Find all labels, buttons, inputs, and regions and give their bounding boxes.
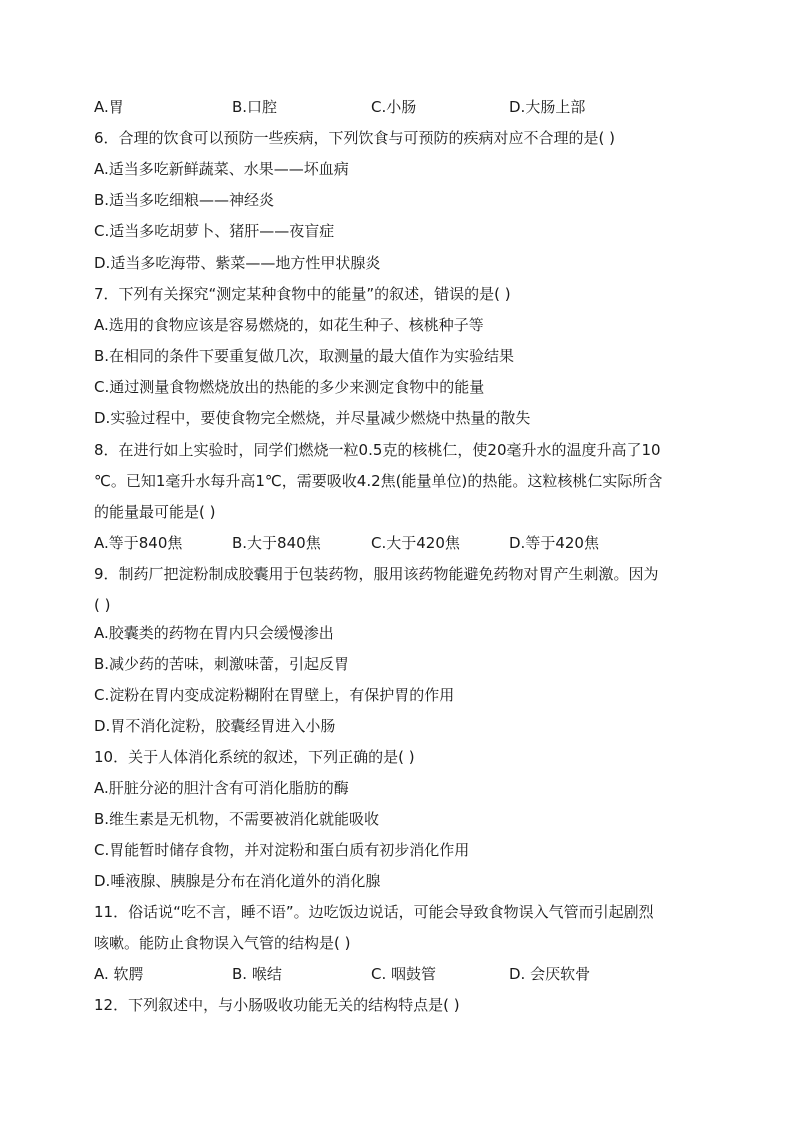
q11-option-c: C. 咽鼓管: [371, 965, 437, 983]
q8-option-a: A.等于840焦: [94, 534, 183, 552]
q11-option-a: A. 软腭: [94, 965, 144, 983]
q9-stem-line-2: ( ): [94, 596, 111, 614]
q11-option-d: D. 会厌软骨: [509, 965, 591, 983]
q10-option-a: A.肝脏分泌的胆汁含有可消化脂肪的酶: [94, 779, 349, 797]
q5-option-d: D.大肠上部: [509, 98, 586, 116]
q6-option-c: C.适当多吃胡萝卜、猪肝——夜盲症: [94, 222, 335, 240]
q9-stem-line-1: 9．制药厂把淀粉制成胶囊用于包装药物，服用该药物能避免药物对胃产生刺激。因为: [94, 565, 659, 583]
q9-option-c: C.淀粉在胃内变成淀粉糊附在胃壁上，有保护胃的作用: [94, 686, 455, 704]
q7-option-a: A.选用的食物应该是容易燃烧的，如花生种子、核桃种子等: [94, 316, 484, 334]
q8-stem-line-2: ℃。已知1毫升水每升高1℃，需要吸收4.2焦(能量单位)的热能。这粒核桃仁实际所含: [94, 472, 663, 490]
q11-options: [94, 963, 714, 985]
q10-option-b: B.维生素是无机物，不需要被消化就能吸收: [94, 810, 380, 828]
q12-stem: 12．下列叙述中，与小肠吸收功能无关的结构特点是( ): [94, 996, 460, 1014]
q7-stem: 7．下列有关探究“测定某种食物中的能量”的叙述，错误的是( ): [94, 285, 511, 303]
q6-option-d: D.适当多吃海带、紫菜——地方性甲状腺炎: [94, 254, 381, 272]
q8-option-d: D.等于420焦: [509, 534, 599, 552]
q5-options: [94, 96, 714, 118]
q10-stem: 10．关于人体消化系统的叙述，下列正确的是( ): [94, 748, 415, 766]
q8-stem-line-1: 8．在进行如上实验时，同学们燃烧一粒0.5克的核桃仁，使20毫升水的温度升高了10: [94, 441, 661, 459]
q7-option-b: B.在相同的条件下要重复做几次，取测量的最大值作为实验结果: [94, 347, 515, 365]
q8-options: [94, 532, 714, 554]
q9-option-b: B.减少药的苦味，刺激味蕾，引起反胃: [94, 655, 350, 673]
q6-option-a: A.适当多吃新鲜蔬菜、水果——坏血病: [94, 160, 349, 178]
q8-option-b: B.大于840焦: [232, 534, 321, 552]
q11-stem-line-1: 11．俗话说“吃不言，睡不语”。边吃饭边说话，可能会导致食物误入气管而引起剧烈: [94, 903, 654, 921]
q11-option-b: B. 喉结: [232, 965, 282, 983]
q10-option-c: C.胃能暂时储存食物，并对淀粉和蛋白质有初步消化作用: [94, 841, 470, 859]
q5-option-a: A.胃: [94, 98, 124, 116]
q6-stem: 6．合理的饮食可以预防一些疾病，下列饮食与可预防的疾病对应不合理的是( ): [94, 129, 616, 147]
q7-option-c: C.通过测量食物燃烧放出的热能的多少来测定食物中的能量: [94, 378, 485, 396]
q8-stem-line-3: 的能量最可能是( ): [94, 503, 216, 521]
q7-option-d: D.实验过程中，要使食物完全燃烧，并尽量减少燃烧中热量的散失: [94, 409, 531, 427]
q11-stem-line-2: 咳嗽。能防止食物误入气管的结构是( ): [94, 934, 351, 952]
q6-option-b: B.适当多吃细粮——神经炎: [94, 191, 275, 209]
q5-option-c: C.小肠: [371, 98, 417, 116]
q8-option-c: C.大于420焦: [371, 534, 460, 552]
q9-option-a: A.胶囊类的药物在胃内只会缓慢渗出: [94, 624, 334, 642]
q9-option-d: D.胃不消化淀粉，胶囊经胃进入小肠: [94, 717, 336, 735]
q10-option-d: D.唾液腺、胰腺是分布在消化道外的消化腺: [94, 872, 381, 890]
q5-option-b: B.口腔: [232, 98, 278, 116]
